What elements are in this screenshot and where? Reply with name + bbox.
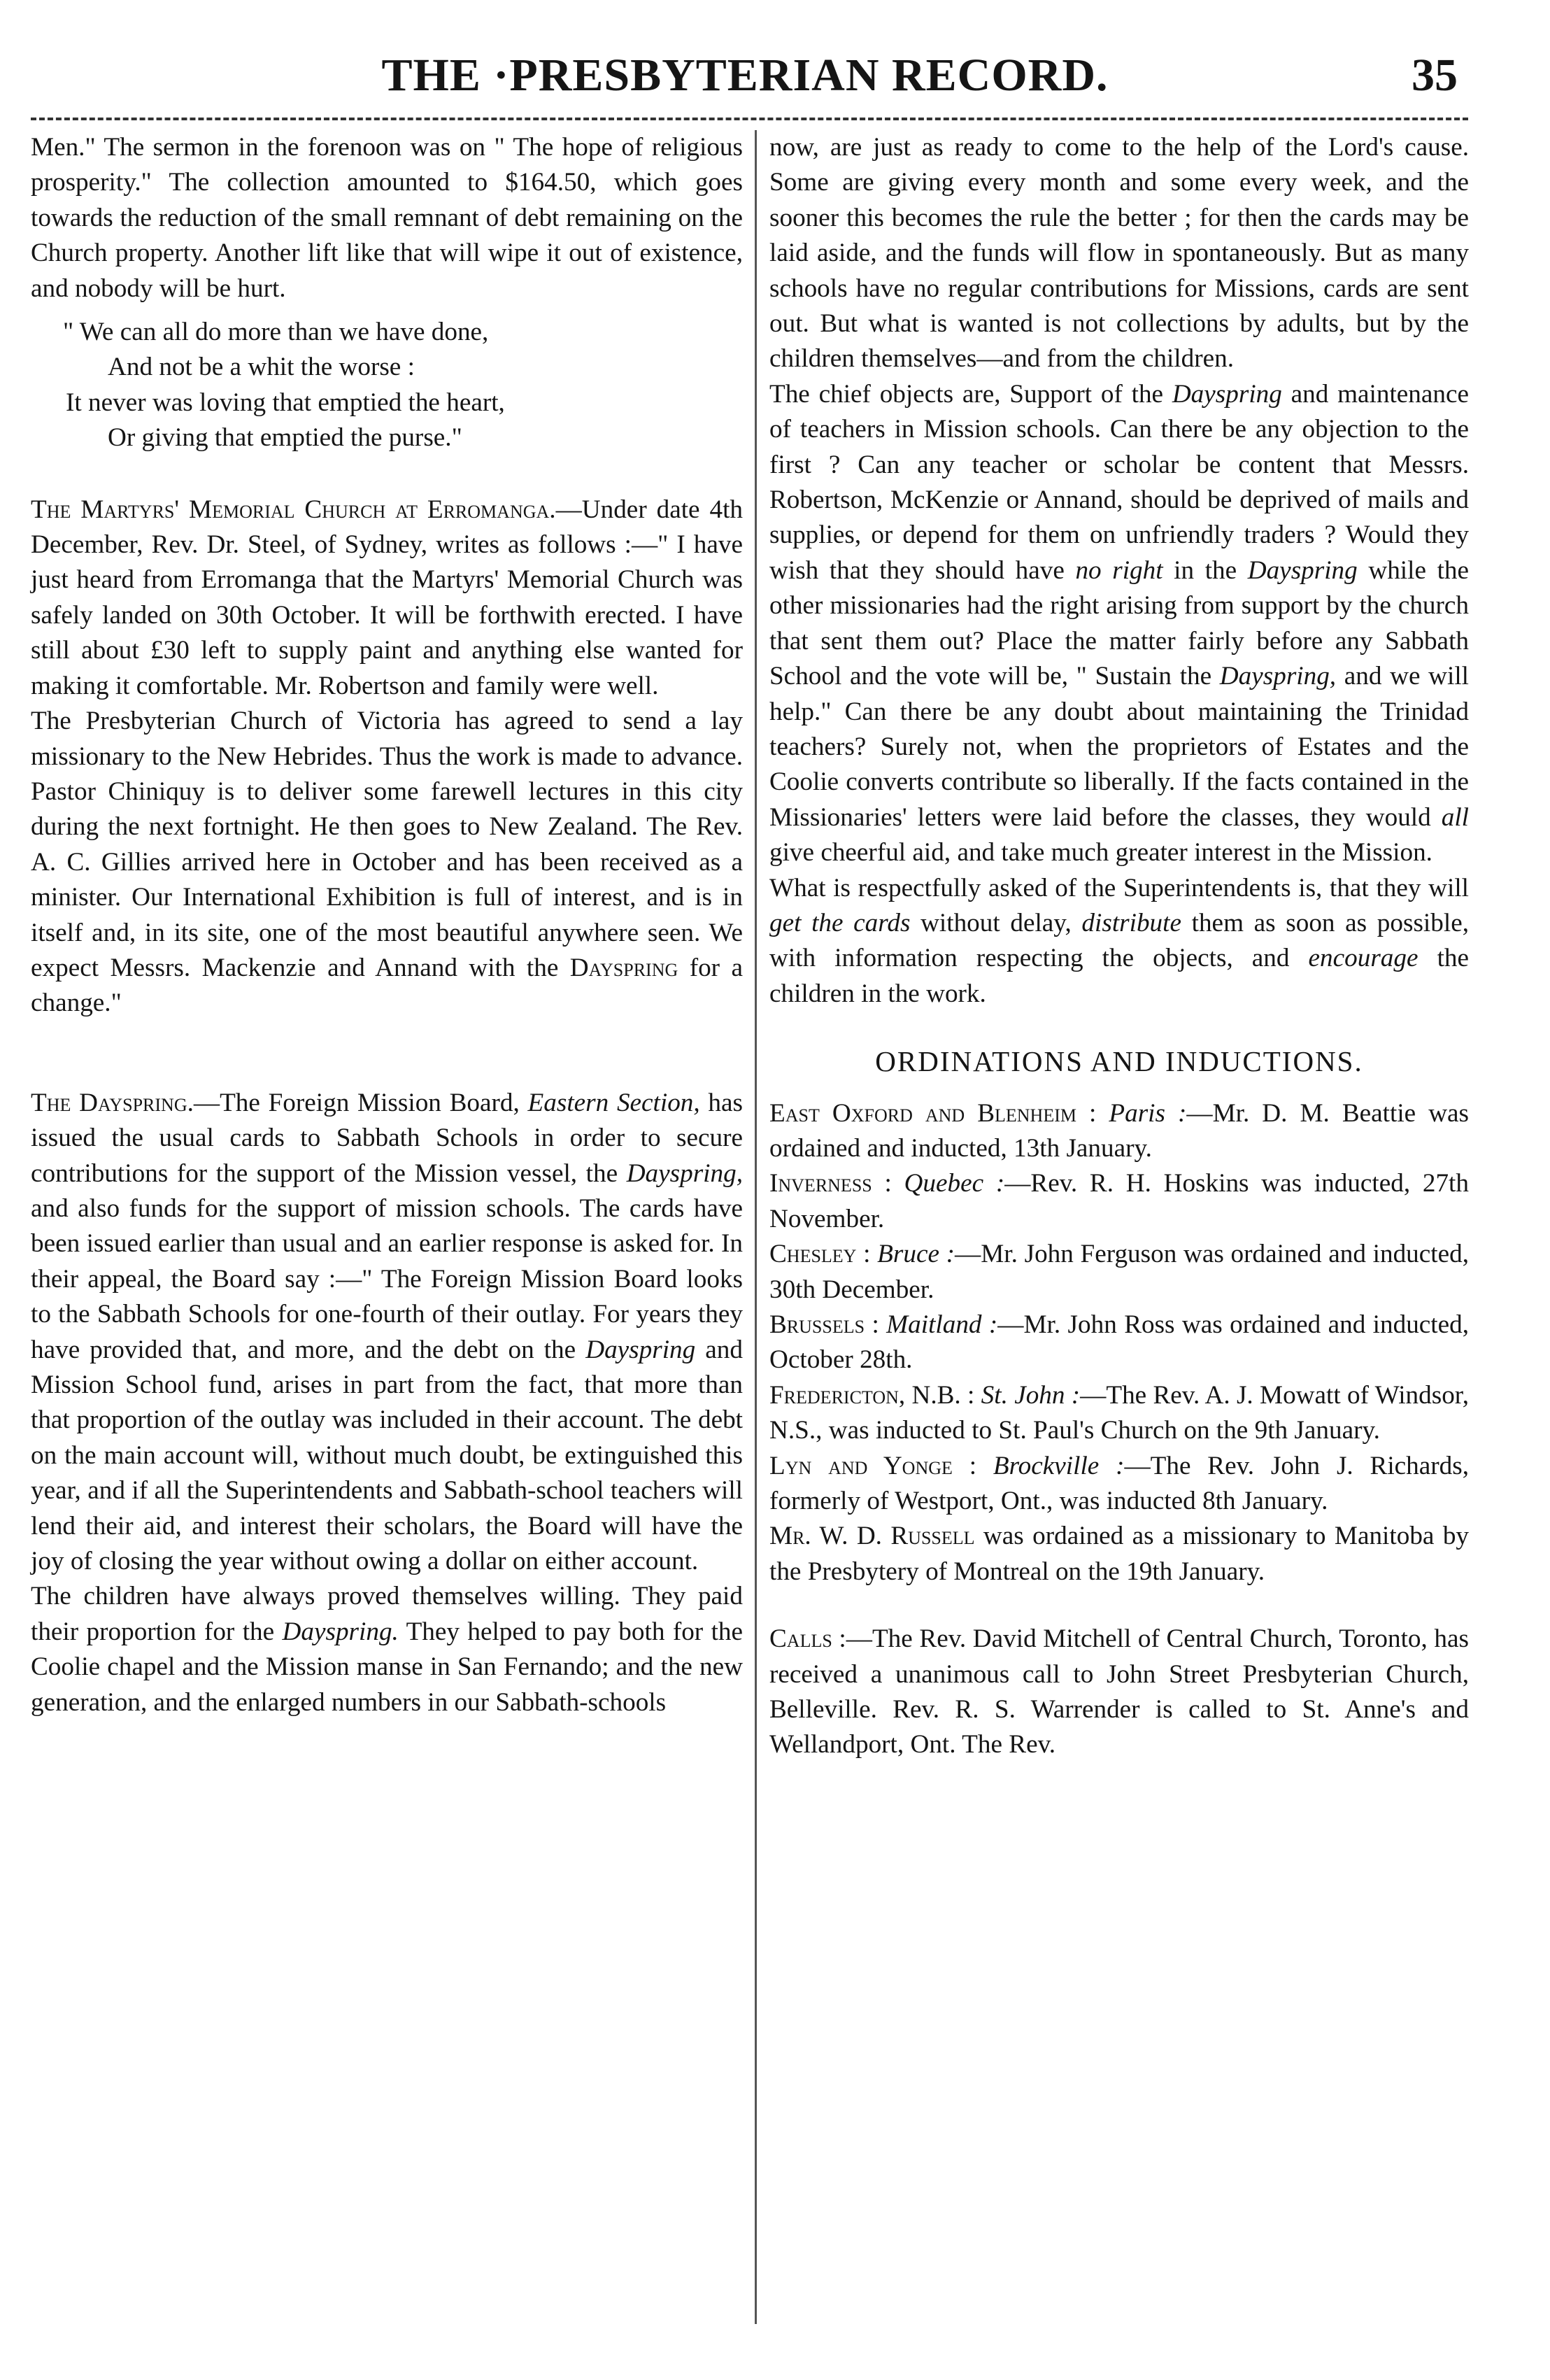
objects-paragraph [769, 377, 1469, 871]
presbytery-name: Maitland : [886, 1310, 998, 1339]
victoria-end: for a change." [31, 953, 743, 1018]
publication-title: THE ·PRESBYTERIAN RECORD. [381, 50, 1109, 101]
ship-name: Dayspring, [626, 1159, 743, 1188]
column-divider [755, 130, 757, 2324]
ordination-entry [769, 1449, 1469, 1520]
page-number: 35 [1412, 50, 1458, 101]
ship-name: Dayspring. [282, 1617, 399, 1646]
request-text: them as soon as possible, with information respecting the objects, and [769, 908, 1469, 973]
presbytery-name: St. John : [981, 1380, 1081, 1410]
entry-text: —The Rev. A. J. Mowatt of Windsor, N.S., was inducted to St. Paul's Church on the 9th January. [769, 1380, 1470, 1445]
ordination-entry [769, 1237, 1469, 1308]
poem-line: It never was loving that emptied the heart, [66, 388, 505, 417]
entry-text: was ordained as a missionary to Manitoba by the Presbytery of Montreal on the 19th January. [769, 1522, 1470, 1586]
ordinations-list [769, 1096, 1469, 1590]
request-text: the children in the work. [769, 944, 1469, 1008]
dayspring-heading: The Dayspring. [31, 1088, 194, 1117]
right-column [769, 130, 1469, 1763]
entry-text: —Rev. R. H. Hoskins was inducted, 27th November. [769, 1169, 1469, 1233]
header-rule [31, 118, 1468, 120]
sermon-paragraph: Men." The sermon in the forenoon was on " The hope of religious prosperity." The collection amounted to $164.50, which goes towards the reduction of the small remnant of debt remaining on the Church property. Another lift like that will wipe it out of existence, and nobody will be hurt. [31, 133, 743, 303]
emphasis: get the cards [769, 908, 911, 937]
ship-name: Dayspring [569, 953, 678, 982]
charge-name: Fredericton, N.B. : [769, 1380, 975, 1410]
entry-text: —Mr. John Ross was ordained and inducted, October 28th. [769, 1310, 1470, 1375]
emphasis: encourage [1308, 944, 1419, 973]
presbytery-name: Brockville : [993, 1451, 1125, 1480]
martyrs-heading: The Martyrs' Memorial Church at Erromanga. [31, 495, 556, 524]
left-column [31, 130, 743, 1720]
martyrs-church-paragraph [31, 493, 743, 704]
dayspring-text: and also funds for the support of mission schools. The cards have been issued earlier than usual and an earlier response is asked for. In their appeal, the Board say :—" The Foreign Mission Board looks to the Sabbath Schools for one-fourth of their outlay. For years they have provided that, and more, and the debt on the [31, 1193, 743, 1364]
objects-text: The chief objects are, Support of the [769, 379, 1172, 409]
ordination-entry [769, 1519, 1469, 1589]
request-text: without delay, [910, 908, 1082, 937]
ship-name: Dayspring [1172, 379, 1282, 409]
superintendents-paragraph [769, 871, 1469, 1012]
dayspring-text: and Mission School fund, arises in part from the fact, that more than that proportion of the outlay was included in their account. The debt on the main account will, without much doubt, be extinguished this year, and if all the Superintendents and Sabbath-school teachers will lend their aid, and interest their scholars, the Board will have the joy of closing the year without owing a dollar on either account. [31, 1335, 743, 1576]
ordination-entry [769, 1308, 1469, 1378]
emphasis: all [1441, 802, 1469, 832]
dayspring-text: has issued the usual cards to Sabbath Schools in order to secure contributions for the support of the Mission vessel, the [31, 1088, 743, 1188]
ship-name: Dayspring [1247, 555, 1358, 585]
victoria-text: The Presbyterian Church of Victoria has agreed to send a lay missionary to the New Hebrides. Thus the work is made to advance. Pastor Chiniquy is to deliver some farewell lectures in this city during the next fortnight. He then goes to New Zealand. The Rev. A. C. Gillies arrived here in October and has been received as a minister. Our International Exhibition is full of interest, and is in itself and, in its site, one of the most beautiful anywhere seen. We expect Messrs. Mackenzie and Annand with the [31, 707, 743, 982]
charge-name: East Oxford and Blenheim : [769, 1098, 1097, 1128]
presbytery-name: Bruce : [877, 1240, 955, 1269]
poem-line: Or giving that emptied the purse." [108, 423, 462, 453]
poem-stanza [31, 315, 743, 456]
section-heading: ORDINATIONS AND INDUCTIONS. [875, 1045, 1363, 1078]
calls-heading: Calls : [769, 1624, 846, 1654]
calls-paragraph [769, 1622, 1469, 1763]
victoria-paragraph [31, 704, 743, 1021]
dayspring-paragraph [31, 1086, 743, 1580]
section-name: Eastern Section, [527, 1088, 700, 1117]
ship-name: Dayspring [585, 1335, 696, 1364]
objects-text: while the other missionaries had the right arising from support by the church that sent them out? Place the matter fairly before any Sabbath School and the vote will be, " Sustain the [769, 555, 1470, 691]
children-paragraph [31, 1579, 743, 1720]
ship-name: Dayspring, [1219, 662, 1337, 691]
poem-line: " We can all do more than we have done, [63, 318, 489, 347]
children-text: They helped to pay both for the Coolie chapel and the Mission manse in San Fernando; and the new generation, and the enlarged numbers in our Sabbath-schools [31, 1617, 744, 1717]
ordination-entry [769, 1096, 1469, 1167]
entry-text: —Mr. John Ferguson was ordained and inducted, 30th December. [769, 1240, 1470, 1304]
objects-text: in the [1162, 555, 1248, 585]
calls-text: —The Rev. David Mitchell of Central Church, Toronto, has received a unanimous call to John Street Presbyterian Church, Belleville. Rev. R. S. Warrender is called to St. Anne's and Wellandport, Ont. The Rev. [769, 1624, 1469, 1759]
entry-text: —Mr. D. M. Beattie was ordained and inducted, 13th January. [769, 1098, 1470, 1163]
objects-text: give cheerful aid, and take much greater interest in the Mission. [769, 838, 1432, 867]
objects-text: and we will help." Can there be any doubt about maintaining the Trinidad teachers? Surely not, when the proprietors of Estates and the Coolie converts contribute so liberally. If the facts contained in the Missionaries' letters were laid before the classes, they would [769, 662, 1470, 832]
children-text: The children have always proved themselves willing. They paid their proportion for the [31, 1582, 743, 1646]
dayspring-text: —The Foreign Mission Board, [193, 1088, 528, 1117]
continuation-paragraph: now, are just as ready to come to the help of the Lord's cause. Some are giving every month and some every week, and the sooner this becomes the rule the better ; for then the cards may be laid aside, and the funds will flow in spontaneously. But as many schools have no regular contributions for Missions, cards are sent out. But what is wanted is not collections by adults, but by the children themselves—and from the children. [769, 133, 1469, 374]
entry-text: —The Rev. John J. Richards, formerly of Westport, Ont., was inducted 8th January. [769, 1451, 1470, 1516]
emphasis: distribute [1081, 908, 1181, 937]
charge-name: Inverness : [769, 1169, 892, 1198]
presbytery-name: Quebec : [904, 1169, 1005, 1198]
charge-name: Brussels : [769, 1310, 879, 1339]
charge-name: Lyn and Yonge : [769, 1451, 977, 1480]
presbytery-name: Paris : [1109, 1098, 1187, 1128]
objects-text: and maintenance of teachers in Mission schools. Can there be any objection to the first ? Can any teacher or scholar be content that Messrs. Robertson, McKenzie or Annand, should be deprived of mails and supplies, or depend for them on unfriendly traders ? Would they wish that they should have [769, 379, 1470, 585]
person-name: Mr. W. D. Russell [769, 1522, 975, 1551]
page-header [28, 49, 1462, 112]
martyrs-body: —Under date 4th December, Rev. Dr. Steel, of Sydney, writes as follows :—" I have just heard from Erromanga that the Martyrs' Memorial Church was safely landed on 30th October. It will be forthwith erected. I have still about £30 left to supply paint and anything else wanted for making it comfortable. Mr. Robertson and family were well. [31, 495, 744, 700]
emphasis: no right [1075, 555, 1163, 585]
charge-name: Chesley : [769, 1240, 871, 1269]
request-text: What is respectfully asked of the Superintendents is, that they will [769, 873, 1469, 902]
ordination-entry [769, 1378, 1469, 1449]
ordination-entry [769, 1166, 1469, 1237]
poem-line: And not be a whit the worse : [108, 353, 415, 382]
